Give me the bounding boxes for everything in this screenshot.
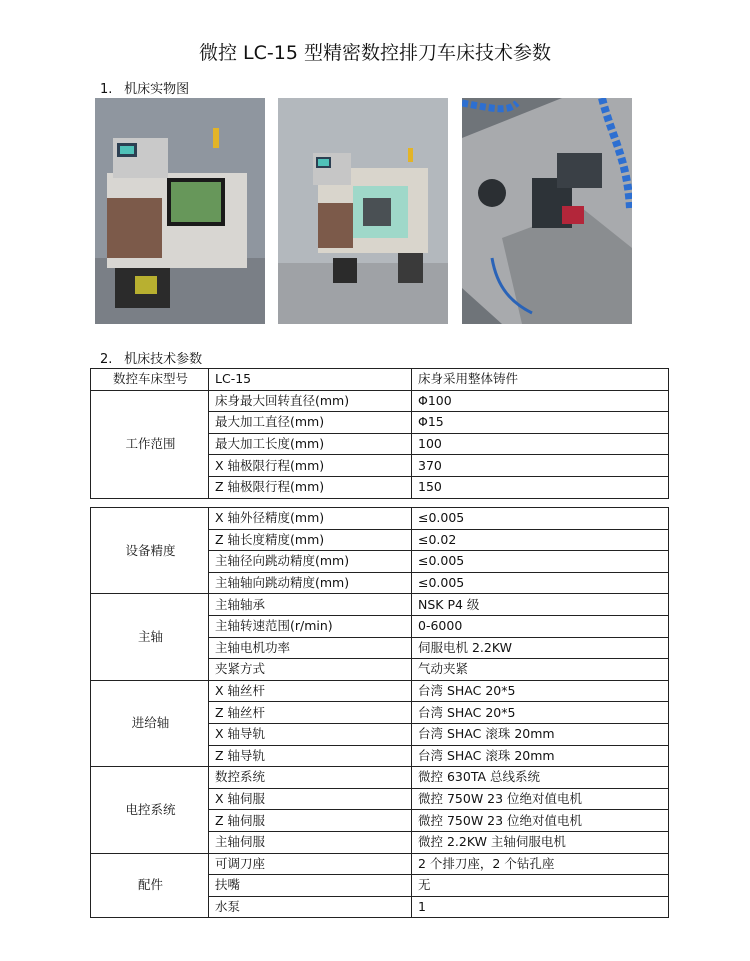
table-cell: 数控系统 [209,767,412,789]
table-cell: 主轴轴承 [209,594,412,616]
table-cell: 最大加工直径(mm) [209,412,412,434]
table-cell: 台湾 SHAC 20*5 [412,680,669,702]
group-label: 设备精度 [91,508,209,594]
table-row [91,390,669,412]
table-cell: 主轴径向跳动精度(mm) [209,551,412,573]
section-heading-photos [100,78,189,97]
table-cell: 最大加工长度(mm) [209,433,412,455]
table-cell: 0-6000 [412,615,669,637]
table-cell: 台湾 SHAC 20*5 [412,702,669,724]
table-cell: Z 轴导轨 [209,745,412,767]
table-cell: 微控 630TA 总线系统 [412,767,669,789]
table-cell: 台湾 SHAC 滚珠 20mm [412,745,669,767]
table-cell: 1 [412,896,669,918]
table-row [91,853,669,875]
table-cell: ≤0.005 [412,572,669,594]
lathe-tooling-closeup-photo [462,98,632,324]
table-cell: 2 个排刀座，2 个钻孔座 [412,853,669,875]
table-cell: 主轴转速范围(r/min) [209,615,412,637]
group-label: 电控系统 [91,767,209,853]
table-cell: 床身最大回转直径(mm) [209,390,412,412]
table-cell: 伺服电机 2.2KW [412,637,669,659]
section-heading-params [100,348,202,367]
table-cell: ≤0.005 [412,551,669,573]
table-cell: Φ100 [412,390,669,412]
page-title: 微控 LC-15 型精密数控排刀车床技术参数 [199,42,551,64]
table-cell: Z 轴丝杆 [209,702,412,724]
table-cell: Z 轴伺服 [209,810,412,832]
table-header-row [91,369,669,391]
table-cell: 床身采用整体铸件 [412,369,669,391]
table-cell: 150 [412,476,669,498]
table-cell: 气动夹紧 [412,659,669,681]
table-cell: 夹紧方式 [209,659,412,681]
group-label: 主轴 [91,594,209,680]
group-label: 进给轴 [91,680,209,766]
section-number: 2. [100,352,113,367]
group-label: 配件 [91,853,209,918]
table-cell: 无 [412,875,669,897]
table-cell: 扶嘴 [209,875,412,897]
table-cell: 数控车床型号 [91,369,209,391]
table-cell: Z 轴极限行程(mm) [209,476,412,498]
section-label: 机床实物图 [124,82,190,97]
lathe-open-door-photo [278,98,448,324]
lathe-front-photo [95,98,265,324]
table-cell: Z 轴长度精度(mm) [209,529,412,551]
table-cell: X 轴导轨 [209,723,412,745]
group-label: 工作范围 [91,390,209,498]
table-cell: LC-15 [209,369,412,391]
table-cell: 微控 2.2KW 主轴伺服电机 [412,831,669,853]
table-row [91,508,669,530]
table-cell: X 轴极限行程(mm) [209,455,412,477]
table-cell: 可调刀座 [209,853,412,875]
section-label: 机床技术参数 [124,352,203,367]
table-cell: 主轴伺服 [209,831,412,853]
table-cell: 台湾 SHAC 滚珠 20mm [412,723,669,745]
table-cell: 微控 750W 23 位绝对值电机 [412,810,669,832]
table-cell: ≤0.02 [412,529,669,551]
table-cell: 主轴轴向跳动精度(mm) [209,572,412,594]
table-cell: Φ15 [412,412,669,434]
table-cell: 微控 750W 23 位绝对值电机 [412,788,669,810]
spec-table-details [90,507,669,918]
table-cell: NSK P4 级 [412,594,669,616]
table-cell: 370 [412,455,669,477]
table-cell: ≤0.005 [412,508,669,530]
table-row [91,767,669,789]
table-cell: X 轴伺服 [209,788,412,810]
section-number: 1. [100,82,113,97]
spec-table-main [90,368,669,499]
table-row [91,680,669,702]
table-cell: X 轴外径精度(mm) [209,508,412,530]
table-cell: 水泵 [209,896,412,918]
table-cell: 主轴电机功率 [209,637,412,659]
table-row [91,594,669,616]
table-cell: X 轴丝杆 [209,680,412,702]
table-cell: 100 [412,433,669,455]
